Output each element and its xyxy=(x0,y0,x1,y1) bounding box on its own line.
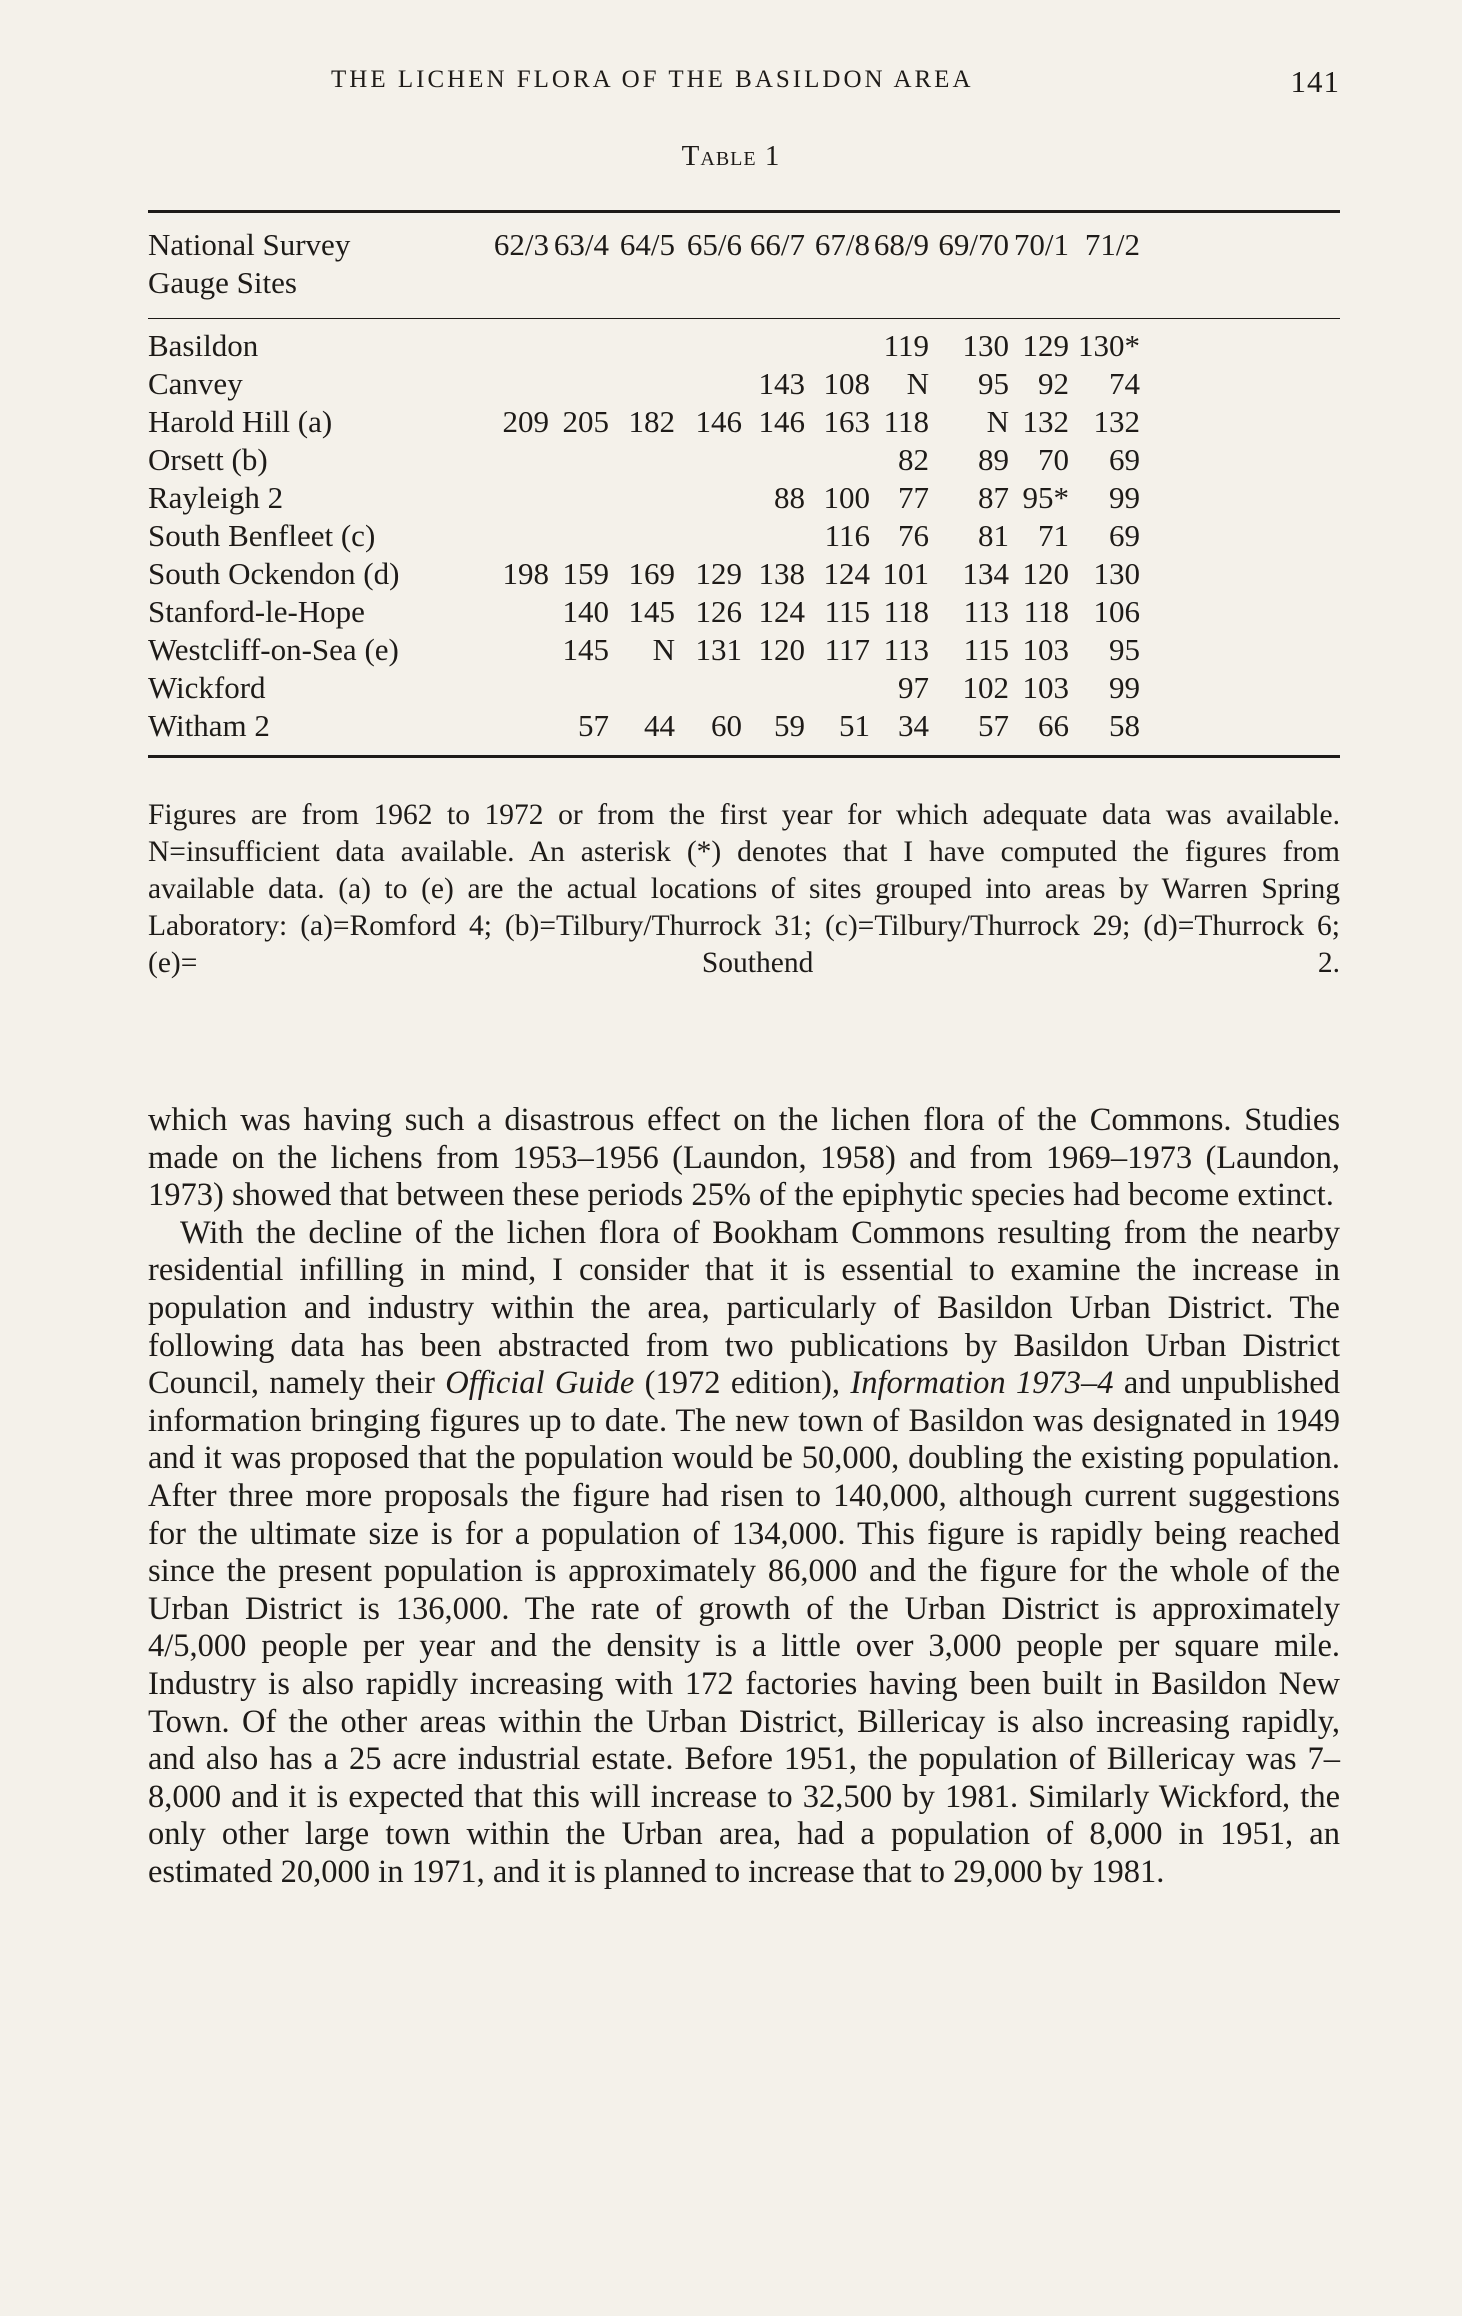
table-cell: 76 xyxy=(898,518,929,553)
table-cell: 120 xyxy=(1022,556,1069,591)
table-cell: 124 xyxy=(823,556,870,591)
table-cell: 77 xyxy=(898,480,929,515)
table-cell: 69 xyxy=(1109,518,1140,553)
table-cell: 169 xyxy=(628,556,675,591)
table-cell: 134 xyxy=(962,556,1009,591)
table-cell: 140 xyxy=(562,594,609,629)
table-cell: 130 xyxy=(1093,556,1140,591)
table-cell: 120 xyxy=(758,632,805,667)
table-cell: 97 xyxy=(898,670,929,705)
table-cell: 95 xyxy=(1109,632,1140,667)
table-cell: 103 xyxy=(1022,670,1069,705)
year-header: 69/70 xyxy=(938,227,1009,262)
site-name: Basildon xyxy=(148,328,259,363)
site-name: Stanford-le-Hope xyxy=(148,594,365,629)
table-cell: 59 xyxy=(774,708,805,743)
information-title: Information 1973–4 xyxy=(850,1365,1114,1402)
table-cell: 117 xyxy=(824,632,870,667)
site-name: South Benfleet (c) xyxy=(148,518,376,553)
table-cell: 113 xyxy=(963,594,1009,629)
table-cell: 113 xyxy=(883,632,929,667)
table-cell: 92 xyxy=(1038,366,1069,401)
body-text xyxy=(148,1102,1340,1891)
table-notes xyxy=(148,797,1340,1019)
table-cell: 129 xyxy=(695,556,742,591)
year-header: 67/8 xyxy=(814,227,870,262)
table-cell: 138 xyxy=(758,556,805,591)
table-cell: 101 xyxy=(882,556,929,591)
table-row xyxy=(148,518,1340,556)
table-cell: 71 xyxy=(1038,518,1069,553)
table-cell: 209 xyxy=(502,404,549,439)
table-cell: 132 xyxy=(1022,404,1069,439)
table-cell: 119 xyxy=(883,328,929,363)
table-cell: 70 xyxy=(1038,442,1069,477)
table-header xyxy=(148,227,1340,305)
table-cell: 182 xyxy=(628,404,675,439)
year-header: 64/5 xyxy=(619,227,675,262)
table-cell: 118 xyxy=(883,594,929,629)
site-name: Orsett (b) xyxy=(148,442,268,477)
table-row xyxy=(148,404,1340,442)
p2-text-2: (1972 edition), xyxy=(634,1365,851,1402)
table-cell: 116 xyxy=(824,518,870,553)
table-row xyxy=(148,442,1340,480)
table-cell: 57 xyxy=(978,708,1009,743)
table-cell: 159 xyxy=(562,556,609,591)
body-paragraph-1: which was having such a disastrous effect on the lichen flora of the Commons. Studies made on the lichens from 1953–1956 (Laundon, 1958) and from 1969–1973 (Laundon, 1973) showed that between these periods 25% of the epiphytic species had become extinct. xyxy=(148,1102,1340,1214)
year-header: 68/9 xyxy=(873,227,929,262)
table-cell: 118 xyxy=(1023,594,1069,629)
p2-text-1: With the decline of the lichen flora of Bookham Commons resulting from the nearby residential infilling in mind, I consider that it is essential to examine the increase in population and industry within the area, particularly of Basildon Urban District. The following data has been abstracted from two publications by Basildon Urban District Council, namely their xyxy=(148,1214,1340,1402)
table-cell: N xyxy=(986,404,1009,439)
table-cell: 131 xyxy=(695,632,742,667)
table-cell: 95 xyxy=(978,366,1009,401)
site-name: Witham 2 xyxy=(148,708,270,743)
table-cell: 88 xyxy=(774,480,805,515)
table-cell: 108 xyxy=(823,366,870,401)
site-name: Wickford xyxy=(148,670,266,705)
body-paragraph-2 xyxy=(148,1215,1340,1892)
table-cell: 100 xyxy=(823,480,870,515)
table-cell: 44 xyxy=(644,708,675,743)
year-header: 63/4 xyxy=(553,227,609,262)
table-cell: 81 xyxy=(978,518,1009,553)
table-cell: 102 xyxy=(962,670,1009,705)
table-cell: 132 xyxy=(1093,404,1140,439)
header-row-2 xyxy=(148,265,1340,305)
table-row xyxy=(148,556,1340,594)
site-name: Canvey xyxy=(148,366,243,401)
table-row xyxy=(148,632,1340,670)
site-name: Rayleigh 2 xyxy=(148,480,284,515)
table-cell: 87 xyxy=(978,480,1009,515)
p2-text-3: and unpublished information bringing figures up to date. The new town of Basildon was designated in 1949 and it was proposed that the population would be 50,000, doubling the existing population. After three more proposals the figure had risen to 140,000, although current suggestions for the ultimate size is for a population of 134,000. This figure is rapidly being reached since the present population is approximately 86,000 and the figure for the whole of the Urban District is 136,000. The rate of growth of the Urban District is approximately 4/5,000 people per year and the density is a little over 3,000 people per square mile. Industry is also rapidly increasing with 172 factories having been built in Basildon New Town. Of the other areas within the Urban District, Billericay is also increasing rapidly, and also has a 25 acre industrial estate. Before 1951, the population of Billericay was 7–8,000 and it is expected that this will increase to 32,500 by 1981. Similarly Wickford, the only other large town within the Urban area, had a population of 8,000 in 1951, an estimated 20,000 in 1971, and it is planned to increase that to 29,000 by 1981. xyxy=(148,1365,1340,1890)
table-cell: 198 xyxy=(502,556,549,591)
table-cell: 130 xyxy=(962,328,1009,363)
table-cell: 82 xyxy=(898,442,929,477)
year-header: 71/2 xyxy=(1084,227,1140,262)
table-cell: 74 xyxy=(1109,366,1140,401)
table-cell: N xyxy=(652,632,675,667)
table-cell: 115 xyxy=(963,632,1009,667)
table-cell: 205 xyxy=(562,404,609,439)
year-header: 65/6 xyxy=(686,227,742,262)
site-name: Westcliff-on-Sea (e) xyxy=(148,632,399,667)
table-cell: 99 xyxy=(1109,670,1140,705)
table-top-rule xyxy=(148,210,1340,213)
table-cell: 51 xyxy=(839,708,870,743)
table-cell: 89 xyxy=(978,442,1009,477)
table-notes-text: Figures are from 1962 to 1972 or from the first year for which adequate data was available. N=insufficient data available. An asterisk (*) denotes that I have computed the figures from available data. (a) to (e) are the actual locations of sites grouped into areas by Warren Spring Laboratory: (a)=Romford 4; (b)=Tilbury/Thurrock 31; (c)=Tilbury/Thurrock 29; (d)=Thurrock 6; (e)= Southend 2. xyxy=(148,799,1340,979)
table-cell: 58 xyxy=(1109,708,1140,743)
running-head xyxy=(148,66,1340,114)
table-cell: 124 xyxy=(758,594,805,629)
header-row xyxy=(148,227,1340,265)
header-label-line2: Gauge Sites xyxy=(148,265,297,300)
table-cell: 99 xyxy=(1109,480,1140,515)
table-cell: 146 xyxy=(758,404,805,439)
year-header: 66/7 xyxy=(749,227,805,262)
table-cell: 69 xyxy=(1109,442,1140,477)
page-number: 141 xyxy=(1290,64,1340,99)
table-header-rule xyxy=(148,318,1340,319)
table-row xyxy=(148,328,1340,366)
table-cell: 34 xyxy=(898,708,929,743)
site-name: Harold Hill (a) xyxy=(148,404,333,439)
table-cell: 57 xyxy=(578,708,609,743)
table-cell: 103 xyxy=(1022,632,1069,667)
table-cell: 145 xyxy=(562,632,609,667)
table-cell: 129 xyxy=(1022,328,1069,363)
running-title: THE LICHEN FLORA OF THE BASILDON AREA xyxy=(331,66,974,93)
table-cell: 146 xyxy=(695,404,742,439)
header-label-line1: National Survey xyxy=(148,227,351,262)
table-row xyxy=(148,366,1340,404)
table-cell: 106 xyxy=(1093,594,1140,629)
table-cell: 143 xyxy=(758,366,805,401)
table-cell: 95* xyxy=(1022,480,1069,515)
table-cell: 60 xyxy=(711,708,742,743)
table-row xyxy=(148,708,1340,746)
table-bottom-rule xyxy=(148,755,1340,758)
table-cell: N xyxy=(906,366,929,401)
year-header: 62/3 xyxy=(493,227,549,262)
table-cell: 145 xyxy=(628,594,675,629)
year-header: 70/1 xyxy=(1013,227,1069,262)
table-title: Table 1 xyxy=(681,140,781,172)
table-row xyxy=(148,670,1340,708)
official-guide-title: Official Guide xyxy=(445,1365,635,1402)
table-cell: 115 xyxy=(824,594,870,629)
table-body xyxy=(148,328,1340,746)
table-cell: 163 xyxy=(823,404,870,439)
table-cell: 118 xyxy=(883,404,929,439)
table-cell: 66 xyxy=(1038,708,1069,743)
table-row xyxy=(148,480,1340,518)
table-cell: 126 xyxy=(695,594,742,629)
table-row xyxy=(148,594,1340,632)
site-name: South Ockendon (d) xyxy=(148,556,400,591)
table-cell: 130* xyxy=(1078,328,1140,363)
